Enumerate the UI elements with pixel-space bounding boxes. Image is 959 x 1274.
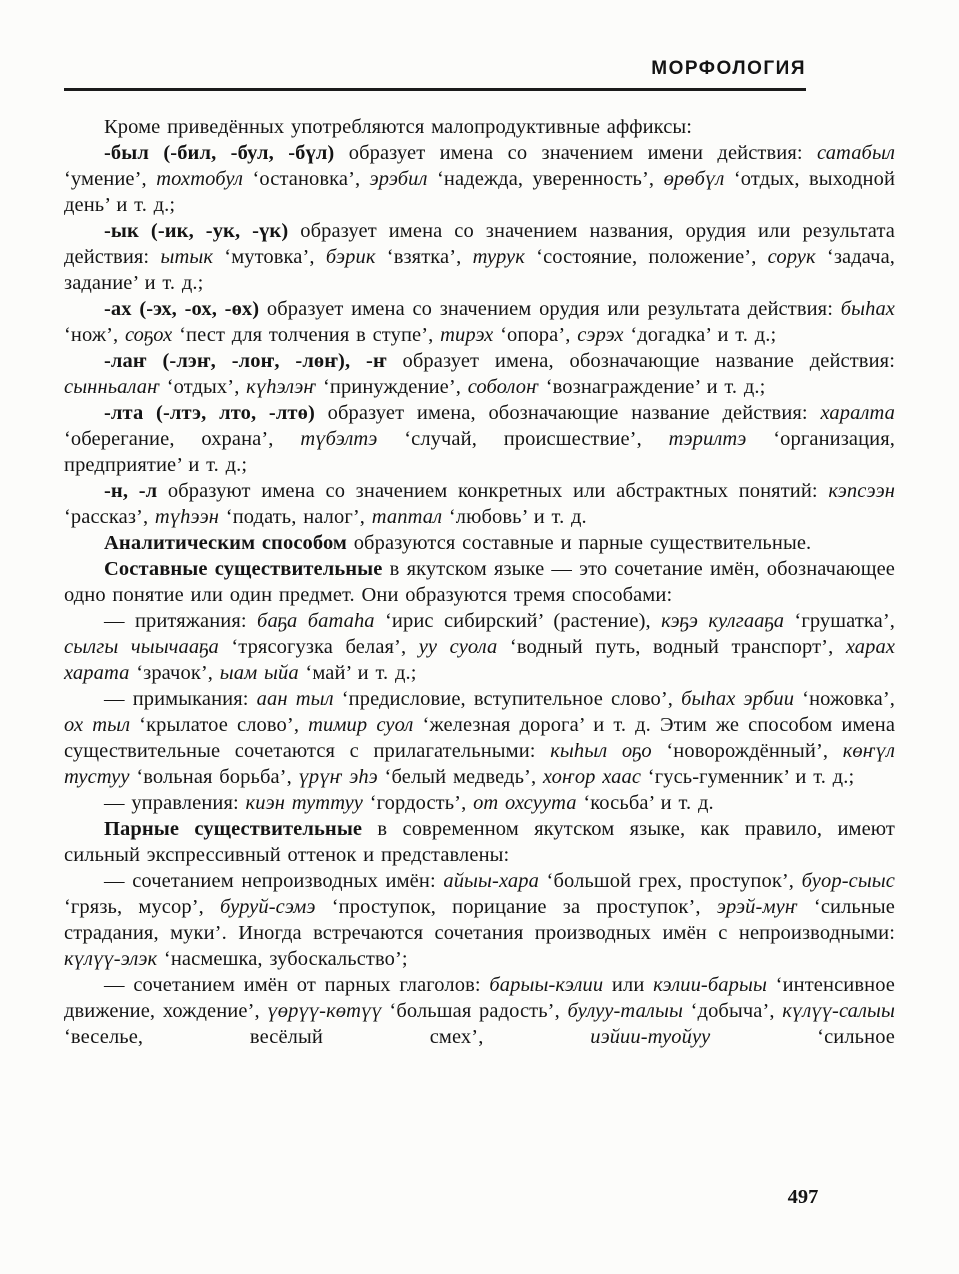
italic-run: быһах	[840, 298, 895, 320]
text-run: ‘веселье, весёлый смех’,	[64, 1026, 591, 1048]
italic-run: таптал	[371, 506, 443, 528]
italic-run: өрөбүл	[663, 168, 725, 190]
italic-run: күлүү-элэк	[64, 948, 158, 970]
bold-run: Парные существительные	[104, 818, 363, 840]
text-run: ‘рассказ’,	[64, 506, 155, 528]
text-run: ‘догадка’ и т. д.;	[623, 324, 777, 346]
text-run: ‘грушатка’,	[784, 610, 895, 632]
text-run: образуются составные и парные существительные.	[346, 532, 812, 554]
text-run: ‘сильные страдания, муки’. Иногда встречаются сочетания производных имён с непроизводными:	[64, 896, 896, 944]
paragraph	[64, 348, 895, 400]
italic-run: айыы-хара	[443, 870, 539, 892]
text-run: ‘нож’,	[64, 324, 125, 346]
running-header	[64, 58, 806, 91]
paragraph	[64, 816, 895, 868]
italic-run: күлүү-салыы	[782, 1000, 896, 1022]
italic-run: баҕа батаһа	[257, 610, 375, 632]
italic-run: кэлии-барыы	[653, 974, 767, 996]
text-run: образует имена со значением названия, орудия или результата действия:	[64, 220, 895, 268]
italic-run: сылгы чыычааҕа	[64, 636, 219, 658]
paragraph	[64, 790, 895, 816]
italic-run: сынньалаҥ	[64, 376, 160, 398]
text-run: в якутском языке — это сочетание имён, обозначающее одно понятие или один предмет. Они образуются тремя способами:	[64, 558, 895, 606]
italic-run: түбэлтэ	[300, 428, 378, 450]
paragraph	[64, 972, 895, 1050]
text-run: ‘крылатое слово’,	[130, 714, 309, 736]
text-run: ‘интенсивное движение, хождение’,	[64, 974, 895, 1022]
text-run: ‘железная дорога’ и т. д. Этим же способом имена существительные сочетаются с прилагательными:	[64, 714, 896, 762]
paragraph	[64, 400, 895, 478]
running-header-title: МОРФОЛОГИЯ	[651, 58, 806, 79]
text-run: образует имена, обозначающие название действия:	[386, 350, 895, 372]
bold-run: -ах (-эх, -ох, -өх)	[104, 298, 260, 320]
text-run: образует имена со значением орудия или результата действия:	[259, 298, 841, 320]
text-run: ‘любовь’ и т. д.	[442, 506, 587, 528]
paragraph	[64, 608, 895, 686]
italic-run: тэрилтэ	[668, 428, 747, 450]
italic-run: хоҥор хаас	[542, 766, 642, 788]
italic-run: көҥүл тустуу	[64, 740, 895, 788]
text-run: ‘ножовка’,	[794, 688, 896, 710]
text-run: образуют имена со значением конкретных или абстрактных понятий:	[157, 480, 829, 502]
italic-run: сорук	[767, 246, 816, 268]
paragraph	[64, 868, 895, 972]
italic-run: эрэбил	[369, 168, 428, 190]
bold-run: Составные существительные	[104, 558, 383, 580]
italic-run: ыам ыйа	[219, 662, 299, 684]
italic-run: буруй-сэмэ	[220, 896, 316, 918]
page-body	[64, 114, 895, 1050]
italic-run: от охсуута	[473, 792, 577, 814]
text-run: — примыкания:	[104, 688, 257, 710]
text-run: — управления:	[104, 792, 246, 814]
paragraph	[64, 218, 895, 296]
text-run: — сочетанием имён от парных глаголов:	[104, 974, 490, 996]
text-run: образует имена, обозначающие название действия:	[314, 402, 821, 424]
text-run: образует имена со значением имени действия:	[334, 142, 818, 164]
italic-run: иэйии-туойуу	[590, 1026, 711, 1048]
text-run: ‘насмешка, зубоскальство’;	[157, 948, 408, 970]
text-run: ‘отдых, выходной день’ и т. д.;	[64, 168, 896, 216]
italic-run: булуу-талыы	[567, 1000, 683, 1022]
paragraph	[64, 686, 895, 790]
bold-run: -был (-бил, -бул, -бүл)	[104, 142, 335, 164]
italic-run: сатабыл	[817, 142, 895, 164]
text-run: ‘трясогузка белая’,	[218, 636, 419, 658]
italic-run: турук	[472, 246, 525, 268]
text-run: ‘белый медведь’,	[377, 766, 543, 788]
text-run: ‘косьба’ и т. д.	[576, 792, 714, 814]
text-run: ‘вольная борьба’,	[129, 766, 299, 788]
bold-run: -лаҥ (-лэҥ, -лоҥ, -лөҥ), -ҥ	[104, 350, 387, 372]
text-run: ‘умение’,	[64, 168, 157, 190]
text-run: ‘надежда, уверенность’,	[427, 168, 664, 190]
italic-run: түһээн	[154, 506, 220, 528]
italic-run: тимир суол	[308, 714, 414, 736]
italic-run: уу суола	[418, 636, 498, 658]
text-run: ‘состояние, положение’,	[524, 246, 768, 268]
paragraph	[64, 478, 895, 530]
italic-run: киэн туттуу	[245, 792, 363, 814]
text-run: ‘пест для толчения в ступе’,	[172, 324, 441, 346]
text-run: ‘большой грех, проступок’,	[538, 870, 802, 892]
text-run: ‘случай, происшествие’,	[377, 428, 669, 450]
text-run: ‘подать, налог’,	[219, 506, 372, 528]
bold-run: -лта (-лтэ, лто, -лтө)	[104, 402, 315, 424]
paragraph	[64, 556, 895, 608]
text-run: ‘вознаграждение’ и т. д.;	[538, 376, 766, 398]
italic-run: үөрүү-көтүү	[267, 1000, 382, 1022]
text-run: ‘взятка’,	[375, 246, 473, 268]
italic-run: кыһыл оҕо	[550, 740, 652, 762]
italic-run: бэрик	[325, 246, 376, 268]
italic-run: тирэх	[440, 324, 494, 346]
bold-run: -н, -л	[104, 480, 158, 502]
italic-run: үрүҥ эһэ	[298, 766, 378, 788]
italic-run: кэҕэ кулгааҕа	[661, 610, 785, 632]
text-run: в современном якутском языке, как правило, имеют сильный экспрессивный оттенок и представлены:	[64, 818, 895, 866]
text-run: ‘организация, предприятие’ и т. д.;	[64, 428, 895, 476]
italic-run: аан тыл	[256, 688, 334, 710]
text-run: ‘мутовка’,	[213, 246, 326, 268]
paragraph	[64, 140, 895, 218]
text-run: ‘новорождённый’,	[651, 740, 843, 762]
italic-run: харалта	[820, 402, 895, 424]
text-run: ‘зрачок’,	[129, 662, 220, 684]
text-run: ‘гордость’,	[363, 792, 474, 814]
italic-run: тохтобул	[156, 168, 244, 190]
italic-run: ох тыл	[64, 714, 131, 736]
bold-run: -ык (-ик, -ук, -үк)	[104, 220, 289, 242]
italic-run: күһэлэҥ	[246, 376, 317, 398]
text-run: ‘ирис сибирский’ (растение),	[374, 610, 662, 632]
italic-run: харах харата	[64, 636, 896, 684]
italic-run: ытык	[160, 246, 214, 268]
text-run: ‘отдых’,	[160, 376, 247, 398]
text-run: ‘задача, задание’ и т. д.;	[64, 246, 895, 294]
text-run: ‘гусь-гуменник’ и т. д.;	[641, 766, 855, 788]
paragraph	[64, 296, 895, 348]
text-run: ‘оберегание, охрана’,	[64, 428, 301, 450]
bold-run: Аналитическим способом	[104, 532, 347, 554]
text-run: ‘водный путь, водный транспорт’,	[497, 636, 846, 658]
italic-run: барыы-кэлии	[489, 974, 604, 996]
italic-run: эрэй-муҥ	[716, 896, 798, 918]
italic-run: буор-сыыс	[801, 870, 895, 892]
text-run: ‘грязь, мусор’,	[64, 896, 221, 918]
text-run: — сочетанием непроизводных имён:	[104, 870, 444, 892]
text-run: Кроме приведённых употребляются малопродуктивные аффиксы:	[104, 116, 693, 138]
italic-run: соболоҥ	[467, 376, 539, 398]
text-run: ‘опора’,	[493, 324, 578, 346]
italic-run: соҕох	[124, 324, 173, 346]
paragraph	[64, 114, 895, 140]
italic-run: кэпсээн	[828, 480, 895, 502]
text-run: ‘большая радость’,	[381, 1000, 568, 1022]
italic-run: быһах эрбии	[681, 688, 795, 710]
text-run: — притяжания:	[104, 610, 258, 632]
text-run: ‘предисловие, вступительное слово’,	[333, 688, 682, 710]
paragraph	[64, 530, 895, 556]
text-run: ‘добыча’,	[682, 1000, 783, 1022]
text-run: ‘проступок, порицание за проступок’,	[315, 896, 717, 918]
italic-run: сэрэх	[577, 324, 624, 346]
text-run: ‘остановка’,	[243, 168, 370, 190]
text-run: или	[603, 974, 654, 996]
text-run: ‘май’ и т. д.;	[298, 662, 417, 684]
text-run: ‘принуждение’,	[316, 376, 468, 398]
page-number: 497	[787, 1186, 819, 1208]
text-run: ‘сильное	[710, 1026, 895, 1048]
